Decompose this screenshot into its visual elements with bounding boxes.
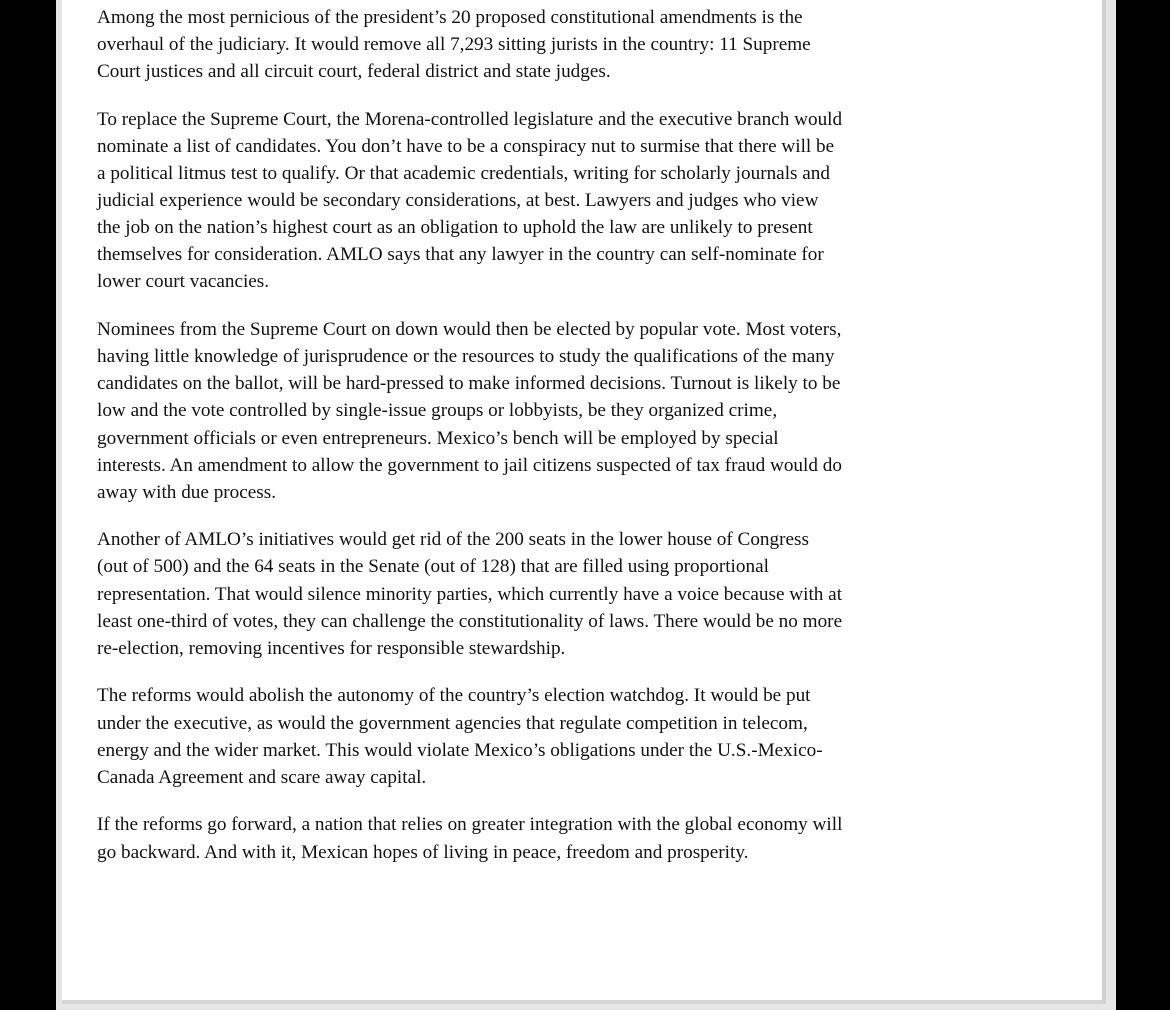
- paragraph-5: The reforms would abolish the autonomy of the country’s election watchdog. It would be put under the executive, as would the government agencies that regulate competition in telecom, energy and the wider market. This would violate Mexico’s obligations under the U.S.-Mexico- Canada Agreement and scare away capital.: [97, 685, 823, 788]
- article-body: [97, 4, 957, 866]
- paragraph-6: If the reforms go forward, a nation that relies on greater integration with the global economy will go backward. And with it, Mexican hopes of living in peace, freedom and prosperity.: [97, 814, 843, 863]
- paragraph-3: Nominees from the Supreme Court on down would then be elected by popular vote. Most voters, having little knowledge of jurisprudence or the resources to study the qualifications of the many candidates on the ballot, will be hard-pressed to make informed decisions. Turnout is likely to be low and the vote controlled by single-issue groups or lobbyists, be they organized crime, government officials or even entrepreneurs. Mexico’s bench will be employed by special interests. An amendment to allow the government to jail citizens suspected of tax fraud would do away with due process.: [97, 319, 842, 503]
- paragraph-2: To replace the Supreme Court, the Morena-controlled legislature and the executive branch would nominate a list of candidates. You don’t have to be a conspiracy nut to surmise that there will be a political litmus test to qualify. Or that academic credentials, writing for scholarly journals and judicial experience would be secondary considerations, at best. Lawyers and judges who view the job on the nation’s highest court as an obligation to uphold the law are unlikely to present themselves for consideration. AMLO says that any lawyer in the country can self-nominate for lower court vacancies.: [97, 108, 843, 293]
- paragraph-1: Among the most pernicious of the president’s 20 proposed constitutional amendments is the overhaul of the judiciary. It would remove all 7,293 sitting jurists in the country: 11 Supreme Court justices and all circuit court, federal district and state judges.: [97, 7, 811, 83]
- paragraph-4: Another of AMLO’s initiatives would get rid of the 200 seats in the lower house of Congress (out of 500) and the 64 seats in the Senate (out of 128) that are filled using proportional representation. That would silence minority parties, which currently have a voice because with at least one-third of votes, they can challenge the constitutionality of laws. There would be no more re-election, removing incentives for responsible stewardship.: [97, 529, 843, 659]
